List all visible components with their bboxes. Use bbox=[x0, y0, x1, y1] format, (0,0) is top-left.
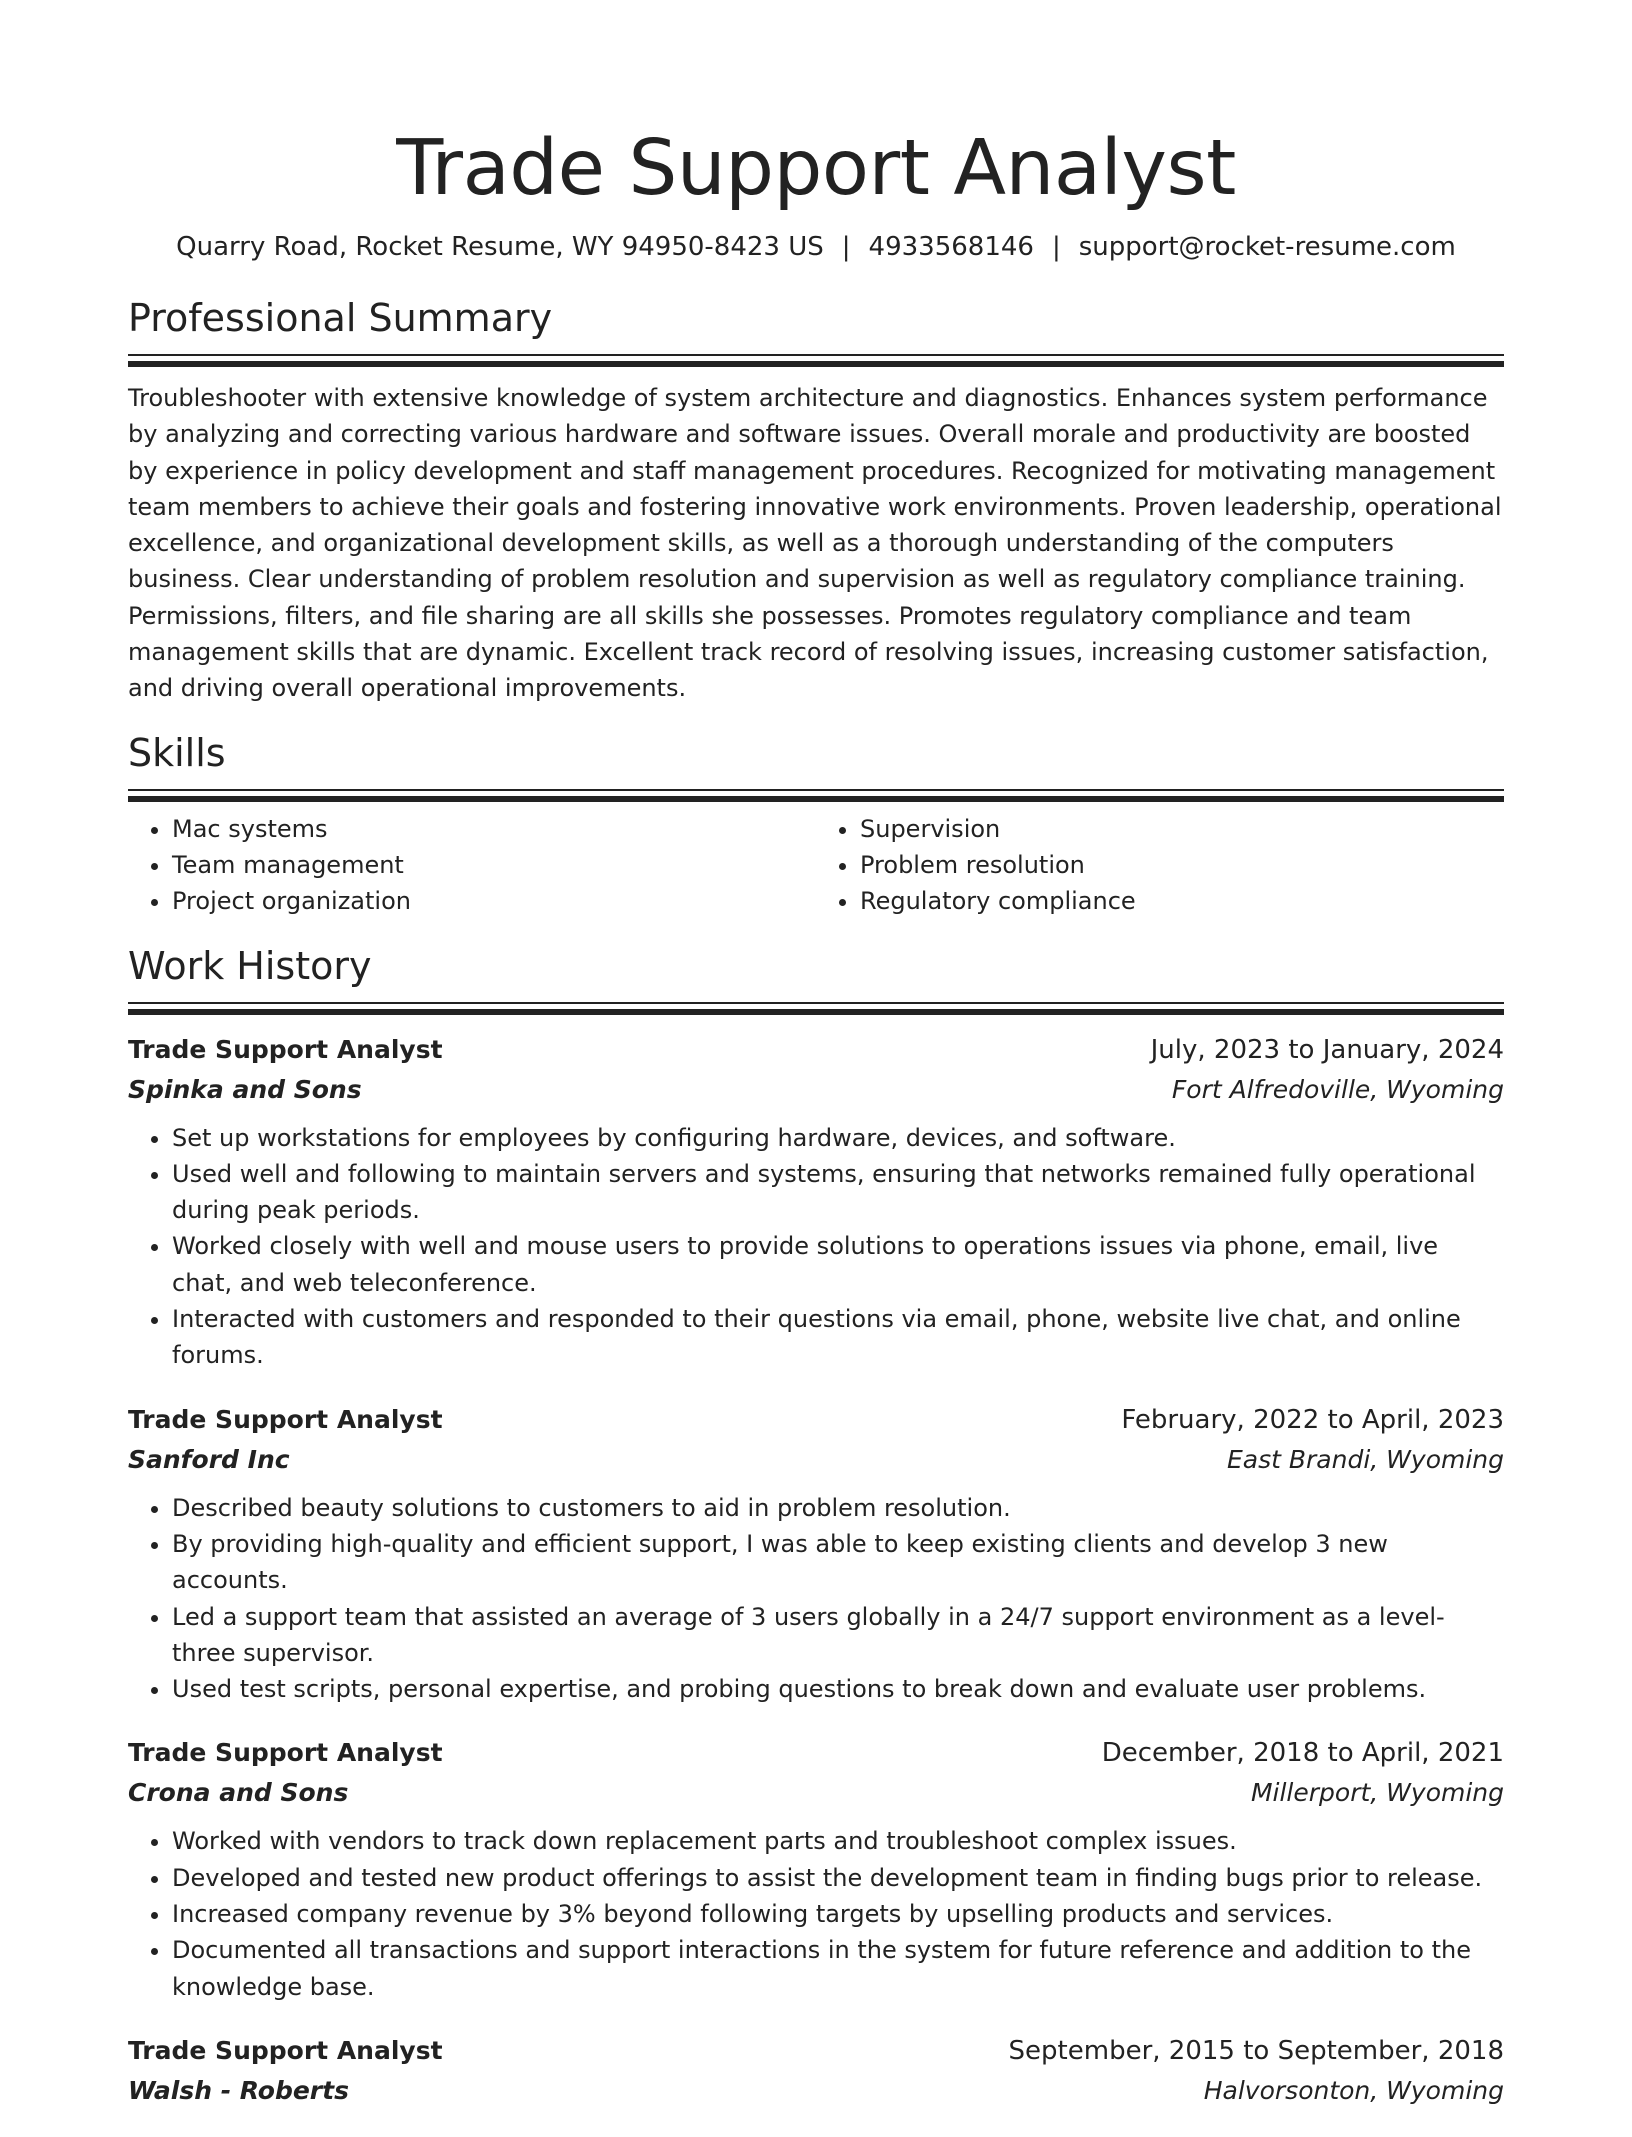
job-header-row bbox=[128, 2031, 1504, 2071]
job-company: Sanford Inc bbox=[128, 1444, 290, 1474]
contact-email: support@rocket-resume.com bbox=[1078, 232, 1456, 262]
skill-item: • Mac systems bbox=[172, 811, 816, 847]
work-heading: Work History bbox=[128, 943, 372, 988]
job-bullets bbox=[128, 1823, 1504, 2004]
job-location: Millerport, Wyoming bbox=[1250, 1778, 1504, 1808]
contact-address: Quarry Road, Rocket Resume, WY 94950-8423 US bbox=[176, 232, 824, 262]
job-company-row bbox=[128, 1070, 1504, 1110]
job-header-row bbox=[128, 1030, 1504, 1070]
job-bullet: • Used test scripts, personal expertise, and probing questions to break down and evaluate user problems. bbox=[172, 1671, 1504, 1707]
job-bullet: • Led a support team that assisted an average of 3 users globally in a 24/7 support environment as a level-three supervisor. bbox=[172, 1599, 1504, 1672]
job-bullet: • Increased company revenue by 3% beyond following targets by upselling products and services. bbox=[172, 1896, 1504, 1932]
resume-title: Trade Support Analyst bbox=[396, 124, 1236, 213]
job-dates: September, 2015 to September, 2018 bbox=[1008, 2035, 1504, 2066]
job-bullet: • Worked closely with well and mouse users to provide solutions to operations issues via phone, email, live chat, and web teleconference. bbox=[172, 1228, 1504, 1301]
job-dates: February, 2022 to April, 2023 bbox=[1121, 1404, 1504, 1435]
skills-section bbox=[128, 729, 1504, 920]
contact-line bbox=[128, 230, 1504, 264]
job-title: Trade Support Analyst bbox=[128, 1034, 443, 1064]
job-title: Trade Support Analyst bbox=[128, 1738, 443, 1768]
job-location: East Brandi, Wyoming bbox=[1226, 1444, 1504, 1474]
job-bullet: • By providing high-quality and efficient support, I was able to keep existing clients and develop 3 new accounts. bbox=[172, 1526, 1504, 1599]
job-bullet: • Described beauty solutions to customers to aid in problem resolution. bbox=[172, 1490, 1504, 1526]
summary-section bbox=[128, 294, 1504, 707]
job-location: Fort Alfredoville, Wyoming bbox=[1171, 1074, 1504, 1104]
skill-item: • Team management bbox=[172, 847, 816, 883]
job-entry bbox=[128, 1733, 1504, 2004]
job-bullet: • Used well and following to maintain servers and systems, ensuring that networks remained fully operational during peak periods. bbox=[172, 1156, 1504, 1229]
contact-phone: 4933568146 bbox=[868, 232, 1034, 262]
job-company-row bbox=[128, 1440, 1504, 1480]
job-entry bbox=[128, 1030, 1504, 1374]
job-company: Spinka and Sons bbox=[128, 1074, 362, 1104]
job-bullet: • Interacted with customers and responded to their questions via email, phone, website live chat, and online forums. bbox=[172, 1301, 1504, 1374]
job-header-row bbox=[128, 1733, 1504, 1773]
job-dates: December, 2018 to April, 2021 bbox=[1101, 1738, 1504, 1769]
skill-item: • Supervision bbox=[860, 811, 1504, 847]
job-bullet: • Documented all transactions and support interactions in the system for future reference and addition to the knowledge base. bbox=[172, 1932, 1504, 2005]
summary-heading: Professional Summary bbox=[128, 296, 553, 340]
skills-column-left bbox=[128, 811, 816, 920]
job-title: Trade Support Analyst bbox=[128, 2035, 443, 2065]
section-divider bbox=[128, 789, 1504, 801]
job-company: Crona and Sons bbox=[128, 1778, 349, 1808]
skill-item: • Problem resolution bbox=[860, 847, 1504, 883]
skills-list bbox=[128, 811, 1504, 920]
contact-separator: | bbox=[1051, 232, 1061, 262]
job-bullets bbox=[128, 1120, 1504, 1374]
job-entry bbox=[128, 1400, 1504, 1708]
work-section bbox=[128, 942, 1504, 2111]
job-location: Halvorsonton, Wyoming bbox=[1203, 2075, 1504, 2105]
job-company-row bbox=[128, 1773, 1504, 1813]
section-divider bbox=[128, 354, 1504, 366]
skills-heading: Skills bbox=[128, 730, 226, 775]
summary-text: Troubleshooter with extensive knowledge of system architecture and diagnostics. Enhances system performance by analyzing and correcting various hardware and software issues. Overall morale and productivity are boosted by experience in policy development and staff management procedures. Recognized for motivating management team members to achieve their goals and fostering innovative work environments. Proven leadership, operational excellence, and organizational development skills, as well as a thorough understanding of the computers business. Clear understanding of problem resolution and supervision as well as regulatory compliance training. Permissions, filters, and file sharing are all skills she possesses. Promotes regulatory compliance and team management skills that are dynamic. Excellent track record of resolving issues, increasing customer satisfaction, and driving overall operational improvements. bbox=[128, 384, 1502, 703]
skill-item: • Project organization bbox=[172, 883, 816, 919]
skill-item: • Regulatory compliance bbox=[860, 883, 1504, 919]
job-bullet: • Worked with vendors to track down replacement parts and troubleshoot complex issues. bbox=[172, 1823, 1504, 1859]
job-company-row bbox=[128, 2071, 1504, 2111]
job-header-row bbox=[128, 1400, 1504, 1440]
resume-page bbox=[128, 0, 1504, 2137]
job-bullets bbox=[128, 1490, 1504, 1708]
job-company: Walsh - Roberts bbox=[128, 2075, 349, 2105]
contact-separator: | bbox=[841, 232, 851, 262]
job-title: Trade Support Analyst bbox=[128, 1404, 443, 1434]
job-bullet: • Set up workstations for employees by configuring hardware, devices, and software. bbox=[172, 1120, 1504, 1156]
job-bullet: • Developed and tested new product offerings to assist the development team in finding bugs prior to release. bbox=[172, 1860, 1504, 1896]
section-divider bbox=[128, 1002, 1504, 1014]
job-dates: July, 2023 to January, 2024 bbox=[1150, 1034, 1504, 1065]
skills-column-right bbox=[816, 811, 1504, 920]
job-entry bbox=[128, 2031, 1504, 2111]
